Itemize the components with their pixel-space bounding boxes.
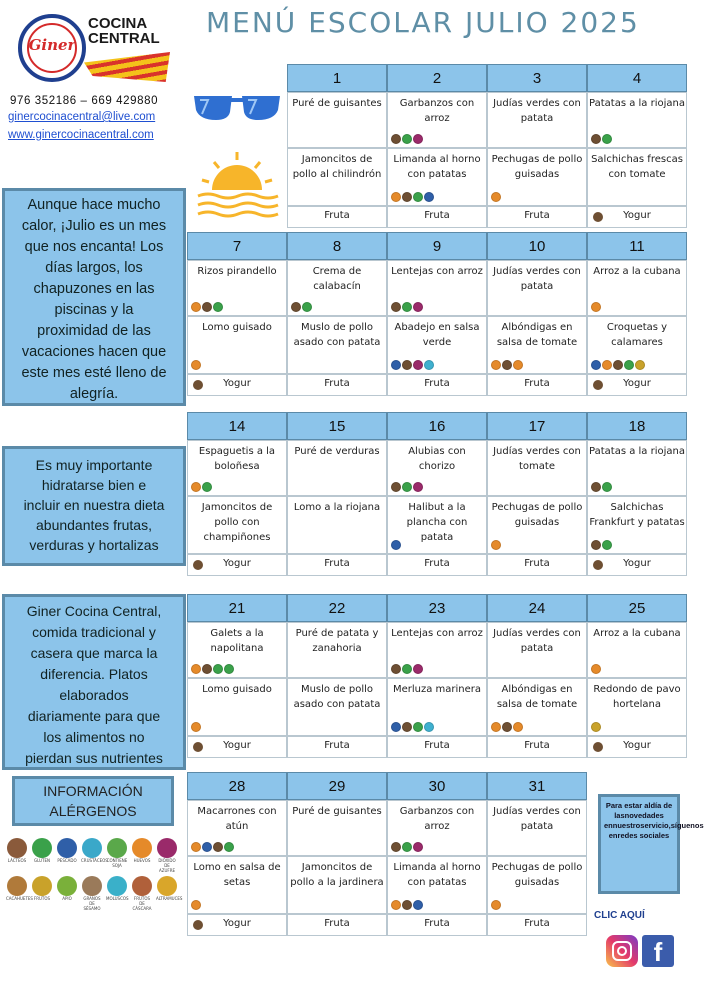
- mustard-allergen-icon: [591, 722, 601, 732]
- milk-allergen-icon: [502, 360, 512, 370]
- first-course: Patatas a la riojana: [589, 446, 685, 457]
- info-summer-line: alegría.: [69, 386, 119, 402]
- sulfite-allergen-icon: [413, 302, 423, 312]
- milk-allergen-icon: [391, 842, 401, 852]
- dessert: Yogur: [623, 740, 651, 751]
- second-course-allergens: [391, 722, 434, 732]
- first-course: Judías verdes con tomate: [493, 446, 581, 472]
- day-number: 7: [187, 232, 287, 260]
- info-summer-line: días largos, los: [45, 260, 143, 276]
- first-course-allergens: [291, 302, 312, 312]
- first-course-allergens: [191, 302, 223, 312]
- logo-seal-text: Giner: [28, 36, 76, 54]
- dessert: Yogur: [223, 740, 251, 751]
- sulfite-allergen-icon: [413, 482, 423, 492]
- dessert: Yogur: [223, 558, 251, 569]
- second-course: Croquetas y calamares: [606, 322, 668, 348]
- second-course-allergens: [491, 722, 523, 732]
- milk-allergen-icon: [193, 920, 203, 930]
- dessert: Fruta: [324, 740, 350, 751]
- page-title: MENÚ ESCOLAR JULIO 2025: [206, 6, 640, 39]
- dessert: Fruta: [524, 740, 550, 751]
- first-course-allergens: [391, 842, 423, 852]
- second-course: Salchichas frescas con tomate: [591, 154, 683, 180]
- milk-allergen-icon: [593, 212, 603, 222]
- allergen-label: DIÓXIDO DE AZUFRE: [158, 858, 176, 873]
- first-course: Puré de guisantes: [292, 806, 382, 817]
- dessert: Fruta: [424, 210, 450, 221]
- allergen-label: CRUSTÁCEOS: [81, 858, 108, 863]
- milk-allergen-icon: [391, 302, 401, 312]
- allergen-icon: [157, 838, 177, 858]
- day-number: 25: [587, 594, 687, 622]
- info-summer-line: este mes esté lleno de: [21, 365, 167, 381]
- second-course: Albóndigas en salsa de tomate: [496, 684, 578, 710]
- second-course-allergens: [191, 360, 201, 370]
- dessert: Fruta: [524, 378, 550, 389]
- second-course-allergens: [491, 540, 501, 550]
- first-course-allergens: [391, 302, 423, 312]
- first-course-allergens: [191, 664, 234, 674]
- day-number: 15: [287, 412, 387, 440]
- egg-allergen-icon: [391, 192, 401, 202]
- first-course: Judías verdes con patata: [493, 806, 581, 832]
- dessert: Fruta: [524, 558, 550, 569]
- first-course-allergens: [391, 664, 423, 674]
- milk-allergen-icon: [391, 134, 401, 144]
- allergen-icon: [82, 876, 102, 896]
- second-course-allergens: [391, 900, 423, 910]
- allergen-icon: [7, 876, 27, 896]
- info-company-line: elaborados: [59, 687, 129, 703]
- allergen-icon: [132, 876, 152, 896]
- brand-name-line2: CENTRAL: [88, 30, 160, 47]
- second-course: Jamoncitos de pollo a la jardinera: [290, 862, 384, 888]
- egg-allergen-icon: [513, 722, 523, 732]
- egg-allergen-icon: [491, 540, 501, 550]
- allergen-label: APIO: [62, 896, 72, 901]
- fish-allergen-icon: [591, 360, 601, 370]
- egg-allergen-icon: [491, 192, 501, 202]
- allergen-label: GLUTEN: [33, 858, 51, 863]
- gluten-allergen-icon: [224, 664, 234, 674]
- allergen-legend-item: [6, 876, 33, 901]
- milk-allergen-icon: [402, 900, 412, 910]
- day-number: 2: [387, 64, 487, 92]
- sulfite-allergen-icon: [413, 360, 423, 370]
- dessert: Yogur: [223, 918, 251, 929]
- info-hydration-line: verduras y hortalizas: [29, 537, 159, 553]
- gluten-allergen-icon: [402, 664, 412, 674]
- info-hydration-line: Es muy importante: [35, 457, 153, 473]
- first-course-allergens: [591, 134, 612, 144]
- first-course: Garbanzos con arroz: [399, 806, 475, 832]
- gluten-allergen-icon: [402, 482, 412, 492]
- day-number: 17: [487, 412, 587, 440]
- first-course: Garbanzos con arroz: [399, 98, 475, 124]
- day-number: 14: [187, 412, 287, 440]
- milk-allergen-icon: [391, 664, 401, 674]
- second-course: Pechugas de pollo guisadas: [491, 154, 583, 180]
- dessert: Fruta: [424, 558, 450, 569]
- gluten-allergen-icon: [213, 664, 223, 674]
- first-course: Puré de patata y zanahoria: [295, 628, 379, 654]
- click-here-link[interactable]: CLIC AQUÍ: [594, 910, 645, 921]
- milk-allergen-icon: [613, 360, 623, 370]
- milk-allergen-icon: [402, 192, 412, 202]
- second-course: Lomo a la riojana: [293, 502, 381, 513]
- egg-allergen-icon: [591, 302, 601, 312]
- milk-allergen-icon: [593, 742, 603, 752]
- milk-allergen-icon: [213, 842, 223, 852]
- milk-allergen-icon: [402, 360, 412, 370]
- second-course-allergens: [491, 192, 501, 202]
- allergen-label: PESCADO: [57, 858, 77, 863]
- dessert: Yogur: [623, 378, 651, 389]
- day-number: 28: [187, 772, 287, 800]
- day-number: 30: [387, 772, 487, 800]
- first-course-allergens: [591, 664, 601, 674]
- allergen-label: ALTRAMUCES: [156, 896, 183, 901]
- second-course: Limanda al horno con patatas: [393, 862, 481, 888]
- egg-allergen-icon: [491, 900, 501, 910]
- second-course: Muslo de pollo asado con patata: [293, 322, 381, 348]
- info-summer-line: chapuzones en las: [33, 281, 155, 297]
- allergen-icon: [107, 876, 127, 896]
- milk-allergen-icon: [591, 540, 601, 550]
- dessert: Fruta: [524, 918, 550, 929]
- second-course: Merluza marinera: [392, 684, 482, 695]
- egg-allergen-icon: [191, 302, 201, 312]
- second-course-allergens: [391, 192, 434, 202]
- social-text-line: síguenos en: [608, 821, 704, 840]
- first-course-allergens: [591, 302, 601, 312]
- contact-phone: 976 352186 – 669 429880: [10, 95, 159, 107]
- first-course: Judías verdes con patata: [493, 98, 581, 124]
- day-number: 22: [287, 594, 387, 622]
- second-course: Jamoncitos de pollo con champiñones: [201, 502, 273, 543]
- allergen-icon: [82, 838, 102, 858]
- allergen-icon: [32, 838, 52, 858]
- first-course: Espaguetis a la boloñesa: [198, 446, 276, 472]
- second-course: Lomo guisado: [202, 322, 272, 333]
- fish-allergen-icon: [391, 722, 401, 732]
- allergen-icon: [57, 876, 77, 896]
- social-box: [598, 794, 704, 894]
- egg-allergen-icon: [191, 900, 201, 910]
- allergen-label: MOLUSCOS: [106, 896, 129, 901]
- second-course: Albóndigas en salsa de tomate: [496, 322, 578, 348]
- mollusc-allergen-icon: [635, 360, 645, 370]
- logo-seal: [18, 14, 86, 82]
- dessert: Yogur: [623, 210, 651, 221]
- info-hydration-line: abundantes frutas,: [36, 517, 152, 533]
- contact-email-link[interactable]: ginercocinacentral@live.com: [8, 111, 156, 123]
- second-course-allergens: [591, 360, 645, 370]
- first-course: Macarrones con atún: [197, 806, 277, 832]
- milk-allergen-icon: [193, 742, 203, 752]
- allergen-label: HUEVOS: [133, 858, 151, 863]
- second-course: Limanda al horno con patatas: [393, 154, 481, 180]
- gluten-allergen-icon: [602, 540, 612, 550]
- first-course: Alubias con chorizo: [408, 446, 466, 472]
- allergen-label: FRUTOS DE CÁSCARA: [132, 896, 152, 911]
- gluten-allergen-icon: [213, 302, 223, 312]
- second-course: Halibut a la plancha con patata: [406, 502, 468, 543]
- sunset-icon: [194, 150, 280, 220]
- dessert: Fruta: [324, 210, 350, 221]
- allergen-legend-item: [31, 876, 53, 901]
- info-box-company: [2, 594, 186, 770]
- contact-web-link[interactable]: www.ginercocinacentral.com: [8, 129, 154, 141]
- gluten-allergen-icon: [624, 360, 634, 370]
- allergen-legend-item: [31, 838, 53, 863]
- second-course: Lomo en salsa de setas: [193, 862, 281, 888]
- social-text-line: día de las: [614, 801, 673, 820]
- fish-allergen-icon: [424, 192, 434, 202]
- gluten-allergen-icon: [602, 482, 612, 492]
- milk-allergen-icon: [591, 134, 601, 144]
- info-summer-line: que nos encanta! Los: [24, 239, 164, 255]
- info-hydration-line: hidratarse bien e: [41, 477, 147, 493]
- egg-allergen-icon: [191, 842, 201, 852]
- info-summer-line: vacaciones hacen que: [21, 344, 167, 360]
- first-course: Arroz a la cubana: [593, 628, 681, 639]
- second-course-allergens: [591, 540, 612, 550]
- info-company-line: diariamente para que: [27, 708, 161, 724]
- second-course: Abadejo en salsa verde: [394, 322, 480, 348]
- facebook-icon[interactable]: f: [642, 935, 674, 967]
- second-course: Pechugas de pollo guisadas: [491, 862, 583, 888]
- second-course-allergens: [491, 360, 523, 370]
- first-course: Judías verdes con patata: [493, 266, 581, 292]
- info-box-summer: [2, 188, 186, 406]
- second-course: Muslo de pollo asado con patata: [293, 684, 381, 710]
- instagram-icon[interactable]: [606, 935, 638, 967]
- milk-allergen-icon: [593, 380, 603, 390]
- egg-allergen-icon: [491, 360, 501, 370]
- allergen-icon: [7, 838, 27, 858]
- day-number: 31: [487, 772, 587, 800]
- allergen-legend-item: [156, 876, 183, 901]
- first-course: Puré de guisantes: [292, 98, 382, 109]
- social-text-line: redes sociales: [617, 831, 670, 840]
- crust-allergen-icon: [424, 360, 434, 370]
- info-company-line: los alimentos no: [43, 729, 145, 745]
- egg-allergen-icon: [602, 360, 612, 370]
- info-company-line: Giner Cocina Central,: [26, 603, 162, 619]
- second-course: Jamoncitos de pollo al chilindrón: [292, 154, 382, 180]
- info-hydration-line: incluir en nuestra dieta: [23, 497, 165, 513]
- allergen-label: CONTIENE SOJA: [106, 858, 128, 868]
- first-course: Galets a la napolitana: [210, 628, 264, 654]
- dessert: Fruta: [424, 378, 450, 389]
- info-box-hydration: [2, 446, 186, 566]
- info-summer-line: Aunque hace mucho: [27, 197, 161, 213]
- first-course-allergens: [591, 482, 612, 492]
- gluten-allergen-icon: [302, 302, 312, 312]
- fish-allergen-icon: [391, 360, 401, 370]
- egg-allergen-icon: [191, 664, 201, 674]
- second-course-allergens: [391, 540, 401, 550]
- first-course-allergens: [391, 134, 423, 144]
- info-company-line: casera que marca la: [30, 645, 158, 661]
- milk-allergen-icon: [402, 722, 412, 732]
- sunglasses-icon: [192, 92, 282, 122]
- milk-allergen-icon: [193, 380, 203, 390]
- day-number: 24: [487, 594, 587, 622]
- gluten-allergen-icon: [402, 842, 412, 852]
- day-number: 10: [487, 232, 587, 260]
- info-summer-line: calor, ¡Julio es un mes: [21, 218, 167, 234]
- first-course: Rizos pirandello: [197, 266, 277, 277]
- second-course-allergens: [391, 360, 434, 370]
- allergen-legend-item: [81, 876, 103, 911]
- allergen-legend-item: [156, 838, 178, 873]
- second-course-allergens: [591, 722, 601, 732]
- dessert: Fruta: [424, 918, 450, 929]
- allergen-label: CACAHUETES: [6, 896, 33, 901]
- gluten-allergen-icon: [202, 482, 212, 492]
- milk-allergen-icon: [502, 722, 512, 732]
- egg-allergen-icon: [191, 482, 201, 492]
- dessert: Fruta: [324, 918, 350, 929]
- allergen-legend-item: [131, 876, 153, 911]
- milk-allergen-icon: [193, 560, 203, 570]
- gluten-allergen-icon: [402, 302, 412, 312]
- milk-allergen-icon: [391, 482, 401, 492]
- allergen-label: FRUTOS: [33, 896, 51, 901]
- dessert: Yogur: [223, 378, 251, 389]
- allergen-label: GRANOS DE SÉSAMO: [83, 896, 101, 911]
- fish-allergen-icon: [413, 900, 423, 910]
- allergen-legend-item: [56, 838, 78, 863]
- gluten-allergen-icon: [402, 134, 412, 144]
- allergen-icon: [107, 838, 127, 858]
- milk-allergen-icon: [593, 560, 603, 570]
- dessert: Fruta: [324, 378, 350, 389]
- allergen-legend-item: [106, 876, 128, 901]
- gluten-allergen-icon: [224, 842, 234, 852]
- day-number: 1: [287, 64, 387, 92]
- second-course-allergens: [191, 722, 201, 732]
- egg-allergen-icon: [591, 664, 601, 674]
- egg-allergen-icon: [491, 722, 501, 732]
- egg-allergen-icon: [391, 900, 401, 910]
- dessert: Yogur: [623, 558, 651, 569]
- day-number: 29: [287, 772, 387, 800]
- milk-allergen-icon: [202, 664, 212, 674]
- second-course: Salchichas Frankfurt y patatas: [589, 502, 685, 528]
- milk-allergen-icon: [291, 302, 301, 312]
- social-text-line: novedades en: [604, 811, 664, 830]
- day-number: 9: [387, 232, 487, 260]
- day-number: 3: [487, 64, 587, 92]
- dessert: Fruta: [524, 210, 550, 221]
- allergen-title-line2: ALÉRGENOS: [49, 803, 137, 819]
- fish-allergen-icon: [202, 842, 212, 852]
- second-course: Pechugas de pollo guisadas: [491, 502, 583, 528]
- first-course-allergens: [191, 482, 212, 492]
- first-course-allergens: [391, 482, 423, 492]
- allergen-title-line1: INFORMACIÓN: [43, 783, 143, 799]
- info-summer-line: piscinas y la: [54, 302, 134, 318]
- day-number: 18: [587, 412, 687, 440]
- allergen-icon: [132, 838, 152, 858]
- allergen-info-title: [12, 776, 174, 826]
- info-company-line: diferencia. Platos: [40, 666, 148, 682]
- day-number: 21: [187, 594, 287, 622]
- first-course: Lentejas con arroz: [391, 628, 483, 639]
- allergen-icon: [57, 838, 77, 858]
- catalan-flag-ribbon: [84, 52, 170, 82]
- second-course: Redondo de pavo hortelana: [593, 684, 681, 710]
- egg-allergen-icon: [191, 360, 201, 370]
- day-number: 23: [387, 594, 487, 622]
- dessert: Fruta: [424, 740, 450, 751]
- fish-allergen-icon: [391, 540, 401, 550]
- second-course-allergens: [191, 900, 201, 910]
- day-number: 8: [287, 232, 387, 260]
- gluten-allergen-icon: [413, 192, 423, 202]
- first-course: Puré de verduras: [294, 446, 380, 457]
- info-company-line: comida tradicional y: [32, 624, 156, 640]
- day-number: 16: [387, 412, 487, 440]
- milk-allergen-icon: [591, 482, 601, 492]
- day-number: 4: [587, 64, 687, 92]
- first-course: Lentejas con arroz: [391, 266, 483, 277]
- first-course: Patatas a la riojana: [589, 98, 685, 109]
- social-text-line: nuestro: [612, 821, 641, 830]
- allergen-label: LÁCTEOS: [7, 858, 27, 863]
- milk-allergen-icon: [202, 302, 212, 312]
- gluten-allergen-icon: [602, 134, 612, 144]
- sulfite-allergen-icon: [413, 842, 423, 852]
- first-course: Crema de calabacín: [312, 266, 362, 292]
- day-number: 11: [587, 232, 687, 260]
- info-summer-line: proximidad de las: [37, 323, 151, 339]
- allergen-icon: [157, 876, 177, 896]
- allergen-icon: [32, 876, 52, 896]
- gluten-allergen-icon: [413, 722, 423, 732]
- dessert: Fruta: [324, 558, 350, 569]
- social-text-line: Para estar al: [605, 801, 651, 810]
- crust-allergen-icon: [424, 722, 434, 732]
- sulfite-allergen-icon: [413, 134, 423, 144]
- allergen-legend-item: [131, 838, 153, 863]
- allergen-legend-item: [6, 838, 28, 863]
- info-company-line: pierdan sus nutrientes: [25, 750, 163, 766]
- social-text-line: servicio,: [640, 821, 671, 830]
- brand-logo: [18, 12, 168, 84]
- second-course: Lomo guisado: [202, 684, 272, 695]
- allergen-legend-item: [106, 838, 128, 868]
- allergen-legend-item: [81, 838, 108, 863]
- first-course: Arroz a la cubana: [593, 266, 681, 277]
- sulfite-allergen-icon: [413, 664, 423, 674]
- first-course-allergens: [191, 842, 234, 852]
- first-course: Judías verdes con patata: [493, 628, 581, 654]
- egg-allergen-icon: [191, 722, 201, 732]
- egg-allergen-icon: [513, 360, 523, 370]
- brand-name: [88, 16, 160, 46]
- brand-name-line1: COCINA: [88, 15, 148, 32]
- allergen-legend-item: [56, 876, 78, 901]
- second-course-allergens: [491, 900, 501, 910]
